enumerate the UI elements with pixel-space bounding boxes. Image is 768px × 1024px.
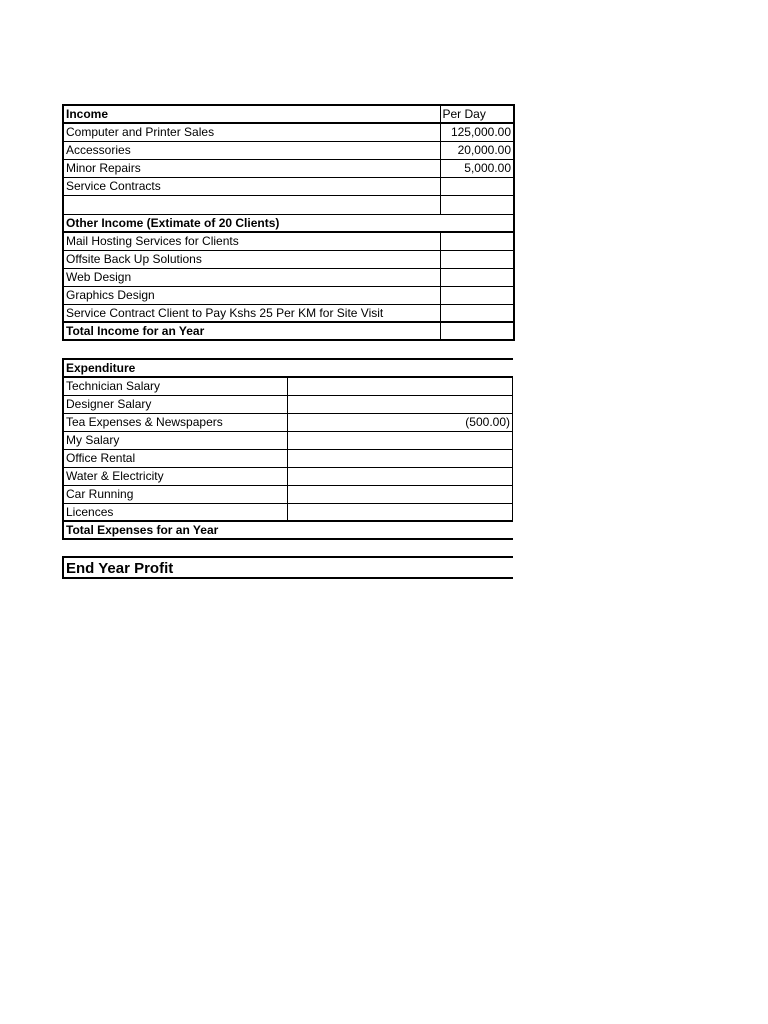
row-label[interactable]: Web Design	[63, 268, 440, 286]
end-year-profit-label[interactable]: End Year Profit	[62, 556, 513, 579]
row-value[interactable]	[288, 395, 513, 413]
row-value[interactable]	[440, 250, 514, 268]
row-label[interactable]	[63, 195, 440, 214]
table-row	[63, 503, 513, 521]
other-income-header-row	[63, 214, 514, 232]
row-label[interactable]: Licences	[63, 503, 288, 521]
row-value[interactable]	[440, 304, 514, 322]
row-label[interactable]: Technician Salary	[63, 377, 288, 395]
row-value[interactable]	[288, 467, 513, 485]
row-label[interactable]: Water & Electricity	[63, 467, 288, 485]
row-label[interactable]: Designer Salary	[63, 395, 288, 413]
table-row	[63, 141, 514, 159]
row-value[interactable]	[288, 485, 513, 503]
row-value[interactable]	[288, 503, 513, 521]
row-value[interactable]: 125,000.00	[440, 123, 514, 141]
row-label[interactable]: Offsite Back Up Solutions	[63, 250, 440, 268]
total-expenses-label[interactable]: Total Expenses for an Year	[63, 521, 513, 539]
expenditure-header-row	[63, 359, 513, 377]
total-income-row	[63, 322, 514, 340]
row-value[interactable]: 20,000.00	[440, 141, 514, 159]
income-header-row	[63, 105, 514, 123]
table-row	[63, 449, 513, 467]
table-row	[63, 304, 514, 322]
other-income-header[interactable]: Other Income (Extimate of 20 Clients)	[63, 214, 514, 232]
row-value[interactable]	[288, 449, 513, 467]
row-label[interactable]: Minor Repairs	[63, 159, 440, 177]
row-value[interactable]: 5,000.00	[440, 159, 514, 177]
row-label[interactable]: My Salary	[63, 431, 288, 449]
row-label[interactable]: Tea Expenses & Newspapers	[63, 413, 288, 431]
table-row	[63, 485, 513, 503]
per-day-header[interactable]: Per Day	[440, 105, 514, 123]
row-value[interactable]	[440, 232, 514, 250]
table-row	[63, 268, 514, 286]
row-value[interactable]	[440, 268, 514, 286]
table-row	[63, 177, 514, 195]
income-header-label[interactable]: Income	[63, 105, 440, 123]
spreadsheet	[62, 104, 513, 579]
row-value[interactable]	[288, 377, 513, 395]
table-row	[63, 232, 514, 250]
table-row	[63, 123, 514, 141]
total-income-value[interactable]	[440, 322, 514, 340]
table-row	[63, 286, 514, 304]
table-row	[63, 377, 513, 395]
total-income-label[interactable]: Total Income for an Year	[63, 322, 440, 340]
row-value[interactable]	[440, 286, 514, 304]
table-row	[63, 431, 513, 449]
row-label[interactable]: Computer and Printer Sales	[63, 123, 440, 141]
expenditure-header[interactable]: Expenditure	[63, 359, 513, 377]
spacer	[62, 540, 513, 556]
row-label[interactable]: Car Running	[63, 485, 288, 503]
spacer	[62, 341, 513, 358]
row-label[interactable]: Accessories	[63, 141, 440, 159]
income-table	[62, 104, 515, 341]
row-label[interactable]: Service Contracts	[63, 177, 440, 195]
row-label[interactable]: Graphics Design	[63, 286, 440, 304]
expenditure-table	[62, 358, 513, 540]
row-value[interactable]	[440, 177, 514, 195]
row-label[interactable]: Service Contract Client to Pay Kshs 25 Per KM for Site Visit	[63, 304, 440, 322]
row-value[interactable]	[288, 431, 513, 449]
row-value[interactable]	[440, 195, 514, 214]
total-expenses-row	[63, 521, 513, 539]
row-value[interactable]: (500.00)	[288, 413, 513, 431]
table-row	[63, 159, 514, 177]
table-row	[63, 250, 514, 268]
table-row	[63, 395, 513, 413]
table-row	[63, 195, 514, 214]
row-label[interactable]: Office Rental	[63, 449, 288, 467]
row-label[interactable]: Mail Hosting Services for Clients	[63, 232, 440, 250]
table-row	[63, 413, 513, 431]
table-row	[63, 467, 513, 485]
